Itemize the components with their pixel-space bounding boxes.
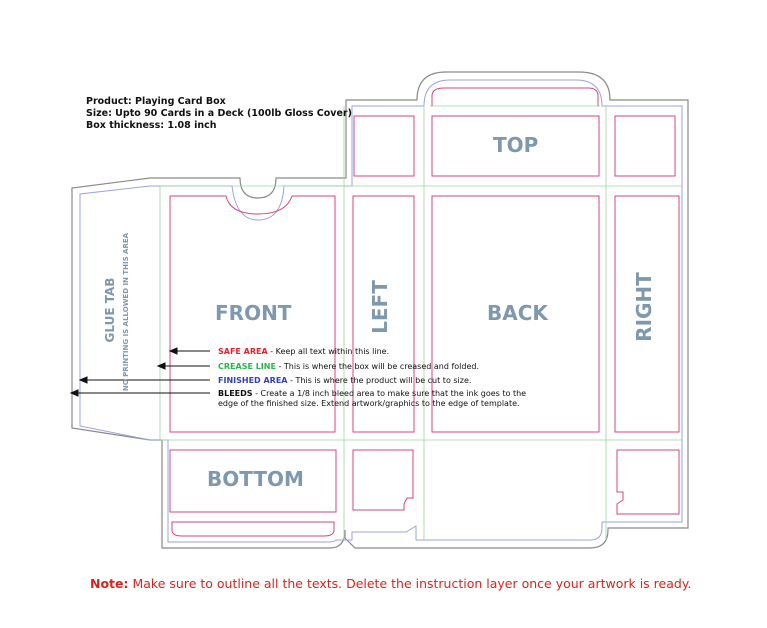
legend-crease-line [218, 362, 479, 372]
note-text: Make sure to outline all the texts. Delete the instruction layer once your artwork is ready. [128, 576, 692, 591]
legend-crease-line-term: CREASE LINE [218, 362, 276, 371]
instruction-note [90, 576, 691, 591]
panel-label-left: LEFT [368, 280, 392, 334]
product-name: Product: Playing Card Box [86, 96, 226, 107]
box-thickness: Box thickness: 1.08 inch [86, 120, 217, 131]
panel-label-front: FRONT [215, 301, 292, 325]
legend-safe-area-term: SAFE AREA [218, 347, 268, 356]
panel-label-bottom: BOTTOM [207, 467, 304, 491]
legend-bleeds-desc-2: edge of the finished size. Extend artwork/graphics to the edge of template. [218, 399, 520, 408]
legend-crease-line-desc: - This is where the box will be creased and folded. [275, 362, 480, 371]
glue-tab-note: NO PRINTING IS ALLOWED IN THIS AREA [122, 232, 130, 392]
panel-label-back: BACK [487, 301, 548, 325]
legend-finished-area [218, 376, 471, 386]
product-size: Size: Upto 90 Cards in a Deck (100lb Gloss Cover) [86, 108, 352, 119]
legend-safe-area [218, 347, 389, 357]
panel-label-top: TOP [493, 133, 539, 157]
panel-label-right: RIGHT [632, 272, 656, 342]
legend-bleeds [218, 389, 526, 409]
legend-arrows [71, 348, 210, 396]
product-info [86, 96, 352, 132]
legend-bleeds-desc: - Create a 1/8 inch bleed area to make sure that the ink goes to the [252, 389, 527, 398]
legend-bleeds-term: BLEEDS [218, 389, 253, 398]
legend-safe-area-desc: - Keep all text within this line. [267, 347, 390, 356]
note-label: Note: [90, 576, 129, 591]
glue-tab-label: GLUE TAB [103, 277, 117, 343]
legend-finished-area-term: FINISHED AREA [218, 376, 288, 385]
legend-finished-area-desc: - This is where the product will be cut to size. [287, 376, 472, 385]
